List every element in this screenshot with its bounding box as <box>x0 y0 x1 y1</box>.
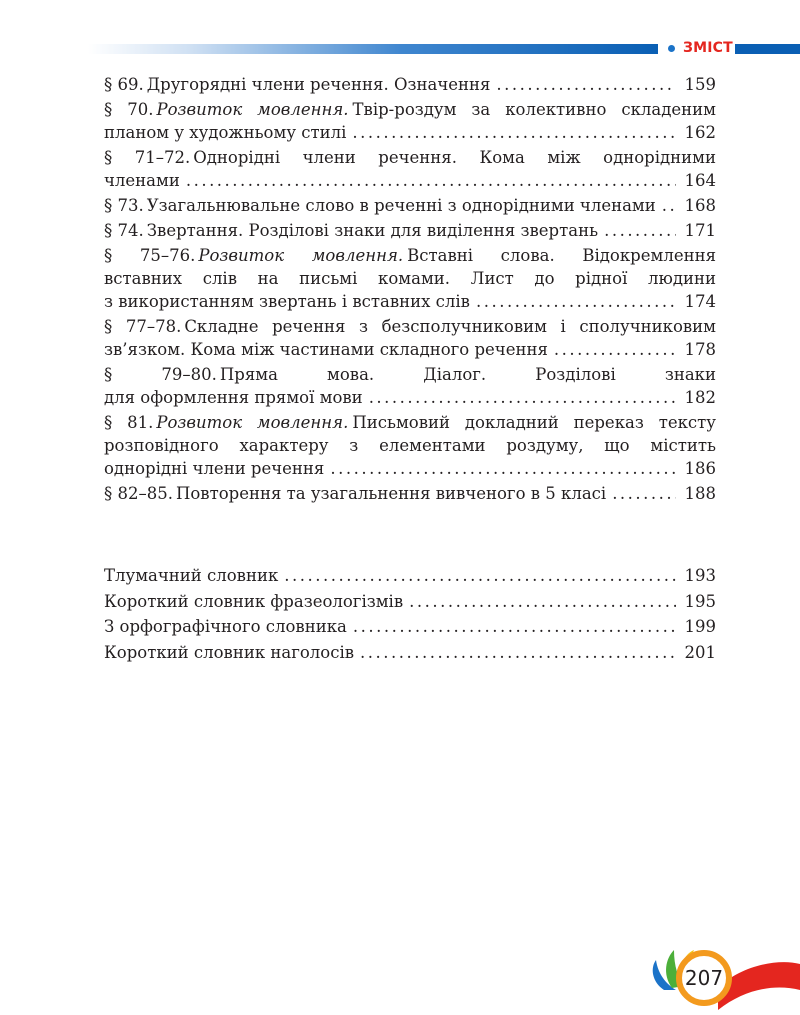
toc-line <box>104 146 716 169</box>
section-number: § 77–78. <box>104 317 182 336</box>
section-number: § 70. <box>104 100 154 119</box>
table-of-contents <box>104 73 716 507</box>
section-number: § 69. <box>104 75 144 94</box>
dot-leader <box>409 589 676 615</box>
page-ref: 182 <box>684 388 716 407</box>
topic-label: Розвиток мовлення. <box>198 246 404 265</box>
toc-entry <box>104 482 716 505</box>
appendix-title: Короткий словник фразеологізмів <box>104 591 404 611</box>
section-title: планом у художньому стилі <box>104 123 347 142</box>
toc-entry <box>104 146 716 192</box>
toc-entry <box>104 315 716 361</box>
toc-line <box>104 363 716 386</box>
page-number: 207 <box>684 966 724 990</box>
section-title: вставних слів на письмі комами. Лист до рідної людини <box>104 269 716 288</box>
section-title: зв’язком. Кома між частинами складного речення <box>104 340 548 359</box>
toc-text <box>104 434 716 457</box>
section-title: членами <box>104 171 180 190</box>
section-title: однорідні члени речення <box>104 459 325 478</box>
appendix-entry <box>104 589 716 615</box>
section-title: Твір-роздум за колективно складеним <box>352 100 716 119</box>
toc-text <box>104 219 598 242</box>
toc-text <box>104 411 716 434</box>
section-title: Вставні слова. Відокремлення <box>407 246 716 265</box>
dot-leader <box>369 386 676 409</box>
toc-line <box>104 386 716 409</box>
page-ref: 159 <box>684 75 716 94</box>
section-title: для оформлення прямої мови <box>104 388 363 407</box>
toc-line <box>104 338 716 361</box>
toc-text <box>104 73 490 96</box>
section-number: § 75–76. <box>104 246 196 265</box>
section-title: розповідного характеру з елементами роздуму, що містить <box>104 436 716 455</box>
page-ref: 188 <box>684 484 716 503</box>
section-title: Звертання. Розділові знаки для виділення звертань <box>146 221 599 240</box>
dot-leader <box>662 194 676 217</box>
page-ref: 186 <box>684 459 716 478</box>
section-number: § 82–85. <box>104 484 173 503</box>
toc-text <box>104 363 716 386</box>
toc-text <box>104 457 324 480</box>
toc-text <box>104 267 716 290</box>
section-title: Письмовий докладний переказ тексту <box>352 413 716 432</box>
section-title: Однорідні члени речення. Кома між однорідними <box>193 148 716 167</box>
section-number: § 74. <box>104 221 144 240</box>
dot-leader <box>284 563 676 589</box>
dot-leader <box>360 640 676 666</box>
toc-entry <box>104 194 716 217</box>
toc-line <box>104 219 716 242</box>
dot-leader <box>352 121 676 144</box>
bullet-icon <box>668 45 675 52</box>
appendix-title: Тлумачний словник <box>104 566 279 585</box>
page-ref: 178 <box>684 340 716 359</box>
toc-entry <box>104 363 716 409</box>
toc-text <box>104 482 606 505</box>
page-ref: 171 <box>684 221 716 240</box>
toc-text <box>104 386 363 409</box>
page-ref: 195 <box>684 591 716 611</box>
toc-text <box>104 169 180 192</box>
appendix-entry <box>104 614 716 640</box>
section-title: з використанням звертань і вставних слів <box>104 292 470 311</box>
toc-text <box>104 146 716 169</box>
page-ref: 193 <box>684 566 716 585</box>
toc-line <box>104 411 716 434</box>
toc-text <box>104 290 470 313</box>
toc-text <box>104 121 346 144</box>
toc-line <box>104 73 716 96</box>
section-title: ЗМІСТ <box>683 40 733 56</box>
page-ref: 168 <box>684 196 716 215</box>
toc-entry <box>104 244 716 313</box>
dot-leader <box>476 290 676 313</box>
dot-leader <box>353 614 676 640</box>
toc-line <box>104 290 716 313</box>
section-title: Пряма мова. Діалог. Розділові знаки <box>219 365 716 384</box>
dot-leader <box>496 73 676 96</box>
toc-line <box>104 457 716 480</box>
page-ref: 201 <box>684 642 716 662</box>
section-number: § 79–80. <box>104 365 217 384</box>
toc-line <box>104 482 716 505</box>
appendix-entry <box>104 640 716 666</box>
toc-entry <box>104 219 716 242</box>
section-title: Узагальнювальне слово в реченні з однорідними членами <box>146 196 656 215</box>
toc-line <box>104 434 716 457</box>
section-title: Складне речення з безсполучниковим і сполучниковим <box>184 317 716 336</box>
topic-label: Розвиток мовлення. <box>156 100 349 119</box>
toc-text <box>104 315 716 338</box>
toc-text <box>104 244 716 267</box>
toc-line <box>104 267 716 290</box>
publisher-logo <box>648 938 800 1015</box>
toc-line <box>104 169 716 192</box>
appendix-contents <box>104 563 716 665</box>
section-title: Повторення та узагальнення вивченого в 5 класі <box>175 484 607 503</box>
appendix-entry <box>104 563 716 589</box>
dot-leader <box>554 338 676 361</box>
appendix-title: З орфографічного словника <box>104 617 347 636</box>
toc-text <box>104 338 548 361</box>
section-title: Другорядні члени речення. Означення <box>146 75 491 94</box>
toc-entry <box>104 411 716 480</box>
page-ref: 164 <box>684 171 716 190</box>
toc-entry <box>104 98 716 144</box>
topic-label: Розвиток мовлення. <box>156 413 349 432</box>
toc-line <box>104 194 716 217</box>
appendix-title: Короткий словник наголосів <box>104 642 355 662</box>
section-number: § 71–72. <box>104 148 191 167</box>
toc-line <box>104 315 716 338</box>
header-gradient-bar <box>88 44 658 54</box>
section-number: § 81. <box>104 413 154 432</box>
dot-leader <box>330 457 676 480</box>
section-number: § 73. <box>104 196 144 215</box>
page-ref: 162 <box>684 123 716 142</box>
dot-leader <box>186 169 676 192</box>
toc-entry <box>104 73 716 96</box>
toc-line <box>104 121 716 144</box>
toc-line <box>104 98 716 121</box>
dot-leader <box>604 219 676 242</box>
toc-line <box>104 244 716 267</box>
toc-text <box>104 194 656 217</box>
dot-leader <box>612 482 676 505</box>
toc-text <box>104 98 716 121</box>
page-ref: 174 <box>684 292 716 311</box>
header-bar-right <box>735 44 800 54</box>
page-ref: 199 <box>684 617 716 636</box>
